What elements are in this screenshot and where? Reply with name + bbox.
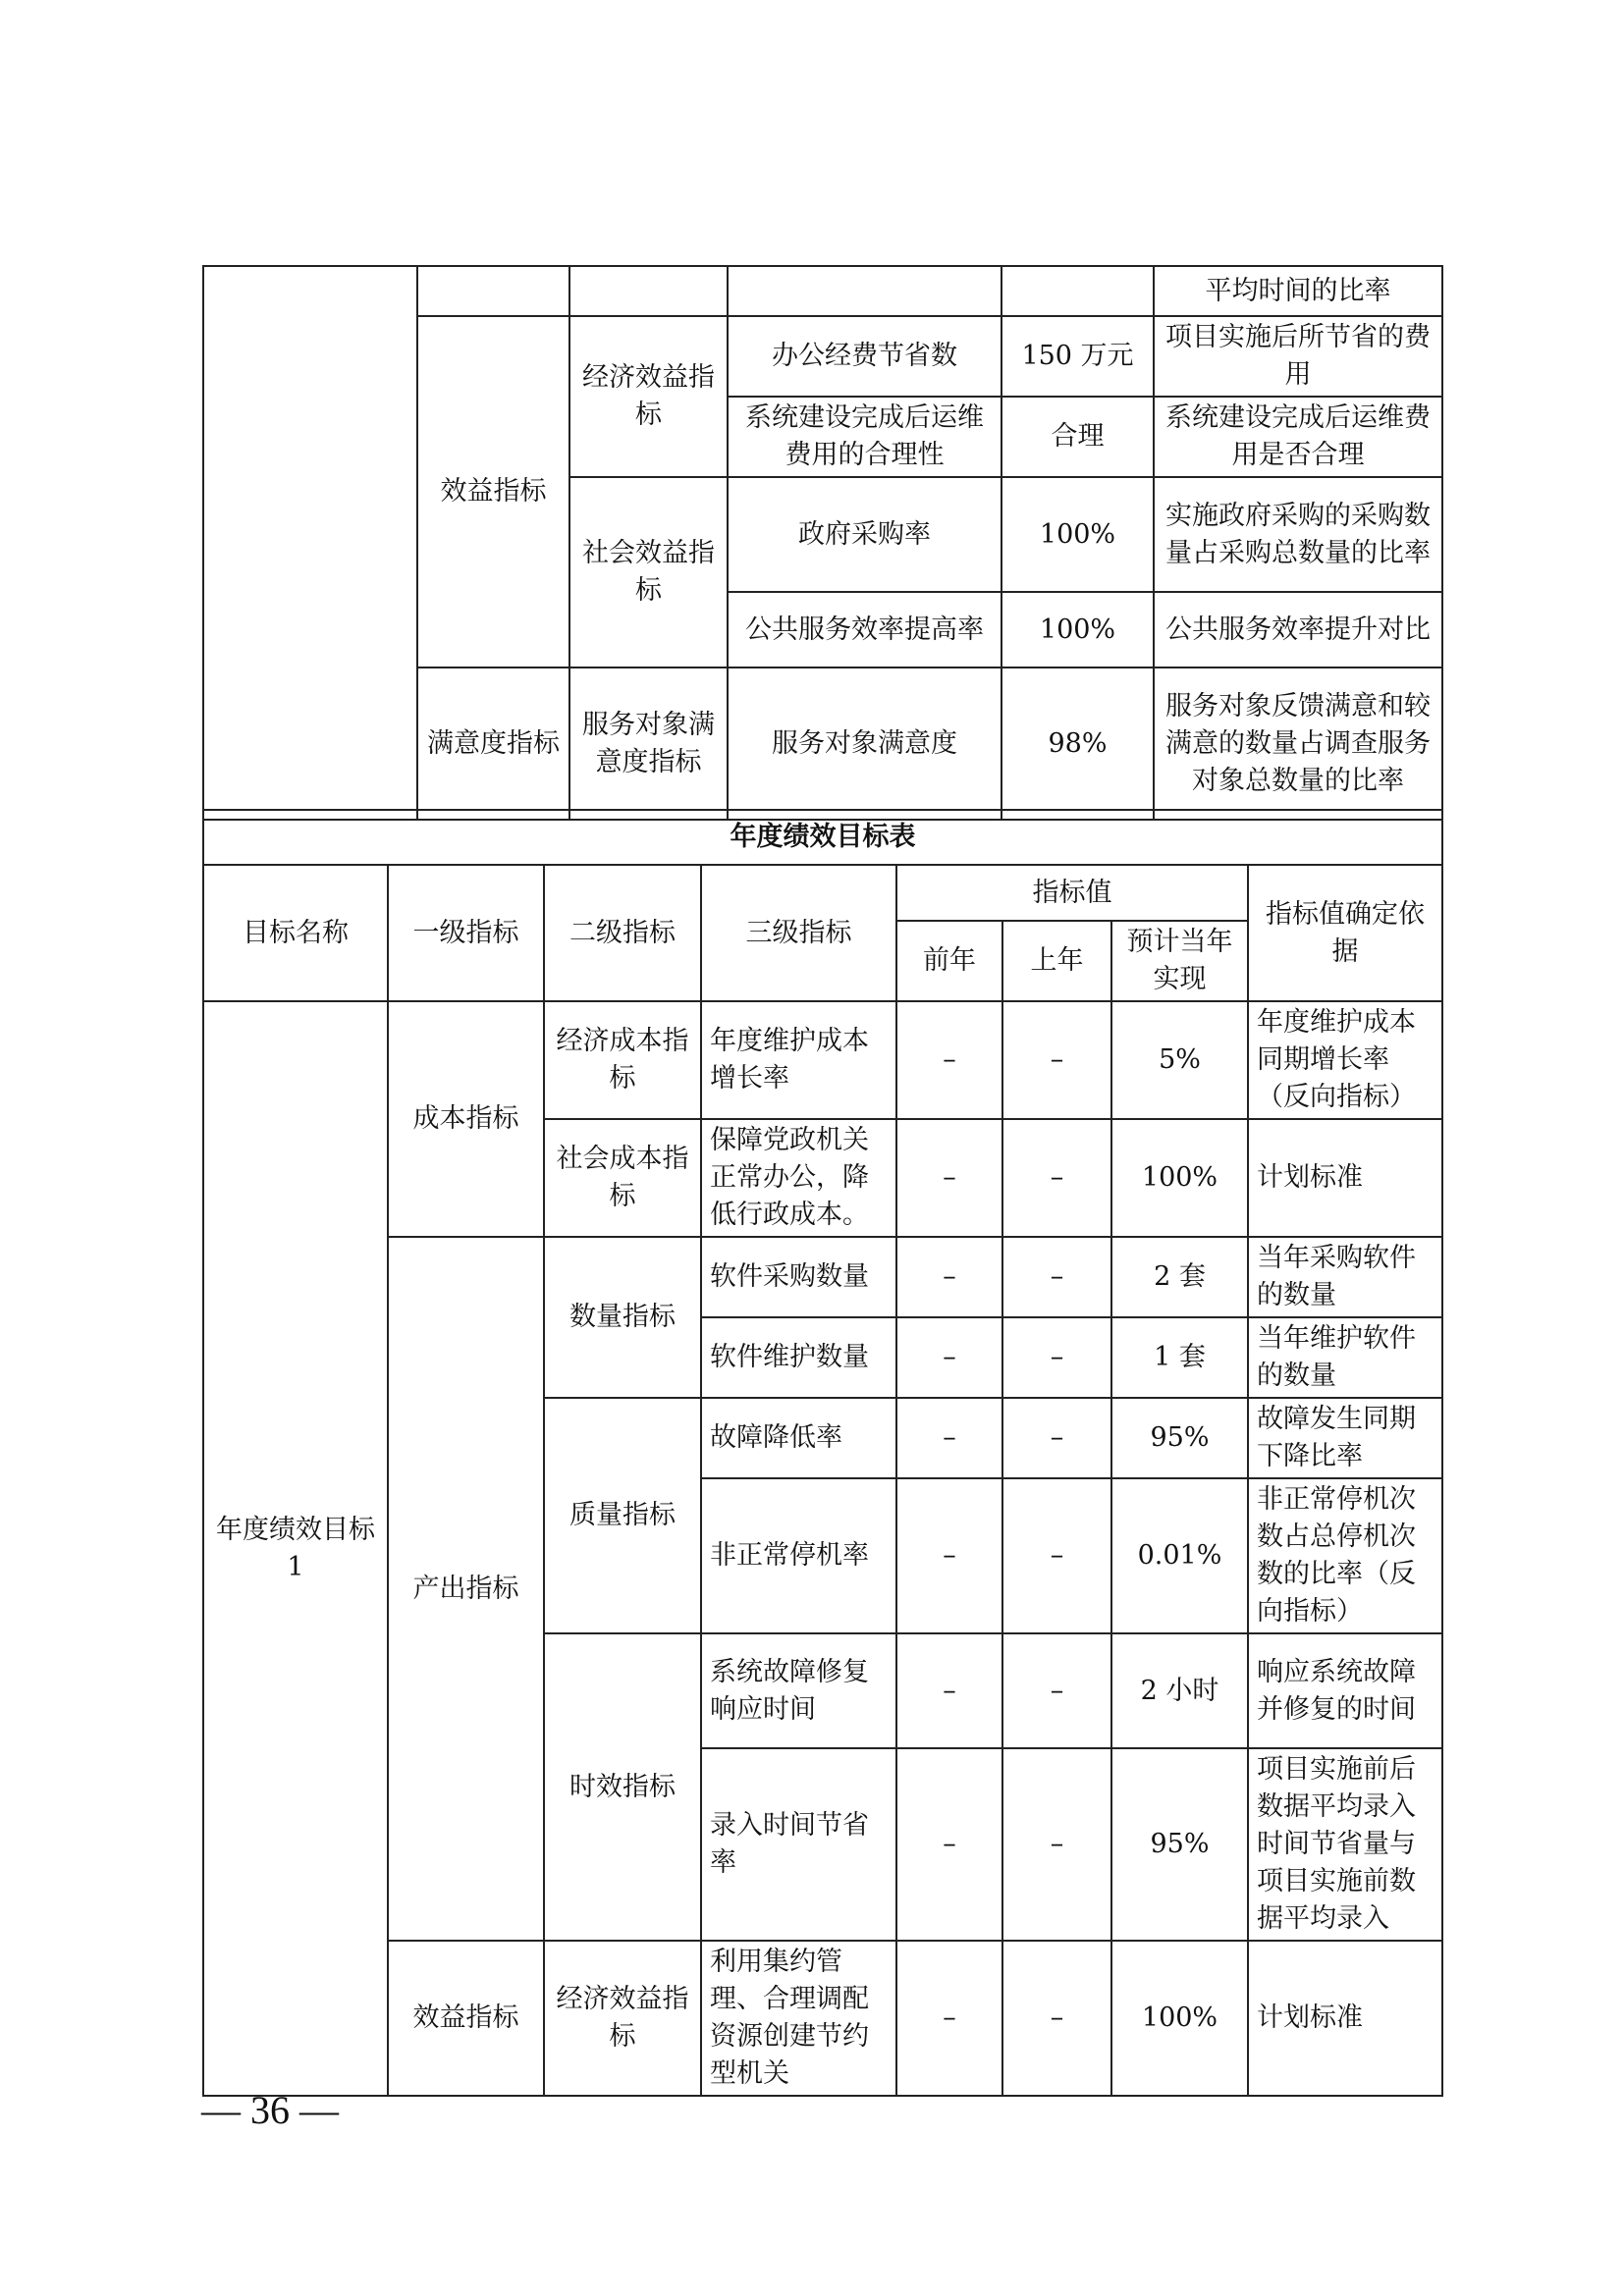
cell-empty bbox=[417, 266, 569, 316]
last-cell: – bbox=[1002, 1748, 1111, 1941]
last-cell: – bbox=[1002, 1237, 1111, 1317]
value-cell: 150 万元 bbox=[1001, 316, 1154, 397]
level2-social-benefit: 社会效益指标 bbox=[569, 477, 728, 667]
basis-cell: 计划标准 bbox=[1248, 1119, 1442, 1237]
last-cell: – bbox=[1002, 1317, 1111, 1398]
header-prev-year: 前年 bbox=[896, 921, 1002, 1001]
prev-cell: – bbox=[896, 1398, 1002, 1478]
level1-benefit: 效益指标 bbox=[388, 1941, 544, 2096]
level3-cell: 软件维护数量 bbox=[701, 1317, 896, 1398]
prev-cell: – bbox=[896, 1317, 1002, 1398]
last-cell: – bbox=[1002, 1001, 1111, 1119]
prev-cell: – bbox=[896, 1001, 1002, 1119]
value-cell: 98% bbox=[1001, 667, 1154, 820]
expected-cell: 2 套 bbox=[1111, 1237, 1248, 1317]
level3-cell: 非正常停机率 bbox=[701, 1478, 896, 1633]
level2-timeliness: 时效指标 bbox=[544, 1633, 701, 1941]
basis-cell: 响应系统故障并修复的时间 bbox=[1248, 1633, 1442, 1748]
expected-cell: 95% bbox=[1111, 1748, 1248, 1941]
last-cell: – bbox=[1002, 1398, 1111, 1478]
header-basis: 指标值确定依据 bbox=[1248, 865, 1442, 1001]
last-cell: – bbox=[1002, 1941, 1111, 2096]
header-level1: 一级指标 bbox=[388, 865, 544, 1001]
basis-cell: 实施政府采购的采购数量占采购总数量的比率 bbox=[1154, 477, 1442, 592]
header-level3: 三级指标 bbox=[701, 865, 896, 1001]
expected-cell: 0.01% bbox=[1111, 1478, 1248, 1633]
level2-economic-benefit: 经济效益指标 bbox=[569, 316, 728, 477]
last-cell: – bbox=[1002, 1478, 1111, 1633]
expected-cell: 95% bbox=[1111, 1398, 1248, 1478]
basis-cell: 当年维护软件的数量 bbox=[1248, 1317, 1442, 1398]
header-last-year: 上年 bbox=[1002, 921, 1111, 1001]
annual-performance-table bbox=[202, 809, 1443, 2097]
prev-cell: – bbox=[896, 1478, 1002, 1633]
basis-cell: 故障发生同期下降比率 bbox=[1248, 1398, 1442, 1478]
basis-cell: 系统建设完成后运维费用是否合理 bbox=[1154, 397, 1442, 477]
level1-satisfaction: 满意度指标 bbox=[417, 667, 569, 820]
level1-benefit: 效益指标 bbox=[417, 316, 569, 667]
cell-empty bbox=[728, 266, 1001, 316]
level2-quantity: 数量指标 bbox=[544, 1237, 701, 1398]
level3-cell: 年度维护成本增长率 bbox=[701, 1001, 896, 1119]
page-number: — 36 — bbox=[201, 2088, 339, 2132]
expected-cell: 2 小时 bbox=[1111, 1633, 1248, 1748]
prev-cell: – bbox=[896, 1748, 1002, 1941]
basis-cell: 平均时间的比率 bbox=[1154, 266, 1442, 316]
header-level2: 二级指标 bbox=[544, 865, 701, 1001]
level1-cost: 成本指标 bbox=[388, 1001, 544, 1237]
header-expected: 预计当年实现 bbox=[1111, 921, 1248, 1001]
value-cell: 合理 bbox=[1001, 397, 1154, 477]
basis-cell: 公共服务效率提升对比 bbox=[1154, 592, 1442, 667]
level3-cell: 故障降低率 bbox=[701, 1398, 896, 1478]
prev-cell: – bbox=[896, 1633, 1002, 1748]
header-goal-name: 目标名称 bbox=[203, 865, 388, 1001]
level3-cell: 系统建设完成后运维费用的合理性 bbox=[728, 397, 1001, 477]
basis-cell: 计划标准 bbox=[1248, 1941, 1442, 2096]
level2-economic-benefit: 经济效益指标 bbox=[544, 1941, 701, 2096]
level3-cell: 公共服务效率提高率 bbox=[728, 592, 1001, 667]
cell-empty bbox=[1001, 266, 1154, 316]
prev-cell: – bbox=[896, 1119, 1002, 1237]
basis-cell: 非正常停机次数占总停机次数的比率（反向指标） bbox=[1248, 1478, 1442, 1633]
value-cell: 100% bbox=[1001, 592, 1154, 667]
basis-cell: 服务对象反馈满意和较满意的数量占调查服务对象总数量的比率 bbox=[1154, 667, 1442, 820]
level2-economic-cost: 经济成本指标 bbox=[544, 1001, 701, 1119]
goal-cell-continuation bbox=[203, 266, 417, 820]
level2-quality: 质量指标 bbox=[544, 1398, 701, 1633]
level3-cell: 服务对象满意度 bbox=[728, 667, 1001, 820]
basis-cell: 年度维护成本同期增长率（反向指标） bbox=[1248, 1001, 1442, 1119]
basis-cell: 项目实施后所节省的费用 bbox=[1154, 316, 1442, 397]
level2-satisfaction: 服务对象满意度指标 bbox=[569, 667, 728, 820]
basis-cell: 当年采购软件的数量 bbox=[1248, 1237, 1442, 1317]
level3-cell: 软件采购数量 bbox=[701, 1237, 896, 1317]
top-indicator-table bbox=[202, 265, 1443, 821]
value-cell: 100% bbox=[1001, 477, 1154, 592]
level2-social-cost: 社会成本指标 bbox=[544, 1119, 701, 1237]
level3-cell: 办公经费节省数 bbox=[728, 316, 1001, 397]
cell-empty bbox=[569, 266, 728, 316]
level1-output: 产出指标 bbox=[388, 1237, 544, 1941]
expected-cell: 5% bbox=[1111, 1001, 1248, 1119]
level3-cell: 录入时间节省率 bbox=[701, 1748, 896, 1941]
level3-cell: 利用集约管理、合理调配资源创建节约型机关 bbox=[701, 1941, 896, 2096]
prev-cell: – bbox=[896, 1237, 1002, 1317]
annual-table-title: 年度绩效目标表 bbox=[203, 810, 1442, 865]
level3-cell: 政府采购率 bbox=[728, 477, 1001, 592]
level3-cell: 系统故障修复响应时间 bbox=[701, 1633, 896, 1748]
expected-cell: 1 套 bbox=[1111, 1317, 1248, 1398]
last-cell: – bbox=[1002, 1633, 1111, 1748]
last-cell: – bbox=[1002, 1119, 1111, 1237]
header-indicator-value: 指标值 bbox=[896, 865, 1248, 921]
expected-cell: 100% bbox=[1111, 1119, 1248, 1237]
prev-cell: – bbox=[896, 1941, 1002, 2096]
goal-name-cell: 年度绩效目标 1 bbox=[203, 1001, 388, 2096]
basis-cell: 项目实施前后数据平均录入时间节省量与项目实施前数据平均录入 bbox=[1248, 1748, 1442, 1941]
expected-cell: 100% bbox=[1111, 1941, 1248, 2096]
level3-cell: 保障党政机关正常办公，降低行政成本。 bbox=[701, 1119, 896, 1237]
